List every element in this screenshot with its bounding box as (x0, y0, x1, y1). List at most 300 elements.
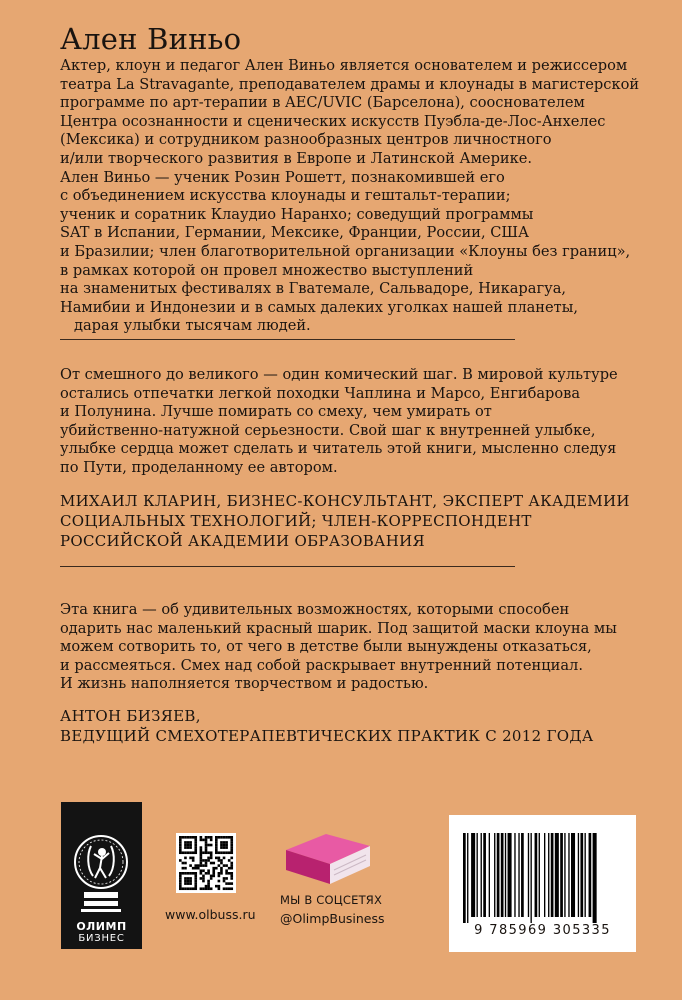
barcode-bar (505, 833, 506, 917)
isbn-barcode (449, 815, 636, 952)
author-name: Ален Виньо (60, 22, 242, 56)
qr-module (192, 867, 195, 870)
qr-module (194, 880, 197, 883)
qr-module (205, 839, 208, 842)
qr-module (184, 880, 187, 883)
qr-module (210, 875, 213, 878)
qr-module (220, 859, 223, 862)
qr-module (187, 841, 190, 844)
qr-module (223, 841, 226, 844)
qr-module (202, 875, 205, 878)
barcode-bar (477, 833, 478, 917)
review-klarin (60, 366, 618, 478)
bio-line: программе по арт-терапии в AEC/UVIC (Барселона), сооснователем (60, 94, 585, 112)
qr-module (189, 880, 192, 883)
qr-module (207, 885, 210, 888)
review-line: можем сотворить то, от чего в детстве были вынуждены отказаться, (60, 638, 592, 656)
qr-module (202, 869, 205, 872)
qr-module (220, 844, 223, 847)
bio-line: Намибии и Индонезии и в самых далеких уголках нашей планеты, (60, 298, 578, 316)
qr-module (220, 867, 223, 870)
qr-module (184, 877, 187, 880)
barcode-bar (544, 833, 545, 917)
qr-module (225, 882, 228, 885)
logo-text-biznes: БИЗНЕС (78, 933, 125, 944)
qr-module (200, 864, 203, 867)
divider (60, 566, 515, 567)
qr-module (223, 857, 226, 860)
olimp-logo-icon (61, 802, 142, 920)
barcode-bar (489, 833, 490, 917)
qr-module (202, 851, 205, 854)
qr-module (207, 872, 210, 875)
qr-module (225, 872, 228, 875)
qr-module (220, 869, 223, 872)
qr-module (225, 846, 228, 849)
barcode-bar (463, 833, 466, 923)
barcode-bar (593, 833, 597, 923)
qr-module (197, 864, 200, 867)
bio-line: и/или творческого развития в Европе и Латинской Америке. (60, 149, 533, 167)
bio-line: SAT в Испании, Германии, Мексике, Франции, России, США (60, 224, 530, 242)
qr-module (187, 877, 190, 880)
qr-module (230, 836, 233, 839)
qr-module (230, 844, 233, 847)
qr-module (182, 887, 185, 890)
barcode-bar (471, 833, 475, 917)
qr-module (184, 867, 187, 870)
qr-module (230, 851, 233, 854)
bio-line: Ален Виньо — ученик Розин Рошетт, познакомившей его (60, 168, 505, 186)
qr-module (218, 887, 221, 890)
qr-module (189, 857, 192, 860)
qr-module (187, 836, 190, 839)
qr-module (200, 859, 203, 862)
qr-module (194, 844, 197, 847)
qr-module (184, 872, 187, 875)
qr-module (179, 887, 182, 890)
qr-module (215, 885, 218, 888)
review-line: Эта книга — об удивительных возможностях, которыми способен (60, 601, 570, 618)
qr-module (228, 867, 231, 870)
qr-module (218, 885, 221, 888)
qr-module (194, 885, 197, 888)
qr-module (202, 859, 205, 862)
qr-module (223, 880, 226, 883)
barcode-bar (555, 833, 559, 917)
signature-line: АНТОН БИЗЯЕВ, (60, 707, 201, 725)
barcode-bar (589, 833, 592, 917)
divider (60, 339, 515, 340)
qr-module (205, 846, 208, 849)
qr-module (225, 836, 228, 839)
qr-module (207, 844, 210, 847)
bio-line: в рамках которой он провел множество выступлений (60, 261, 474, 279)
qr-module (230, 877, 233, 880)
qr-code[interactable] (176, 833, 236, 893)
qr-module (182, 867, 185, 870)
qr-module (218, 857, 221, 860)
qr-module (215, 839, 218, 842)
publisher-logo[interactable] (61, 802, 142, 949)
qr-module (230, 887, 233, 890)
qr-module (212, 875, 215, 878)
review-line: и Полунина. Лучше помирать со смеху, чем умирать от (60, 403, 492, 421)
logo-text-olimp: ОЛИМП (76, 920, 127, 933)
qr-module (220, 841, 223, 844)
qr-module (205, 885, 208, 888)
qr-module (230, 862, 233, 865)
qr-module (194, 877, 197, 880)
qr-module (200, 869, 203, 872)
qr-module (192, 859, 195, 862)
qr-module (200, 877, 203, 880)
qr-module (205, 849, 208, 852)
qr-module (182, 862, 185, 865)
qr-module (200, 862, 203, 865)
review-line: убийственно-натужной серьезности. Свой шаг к внутренней улыбке, (60, 421, 596, 439)
qr-module (230, 882, 233, 885)
qr-module (205, 872, 208, 875)
qr-module (200, 872, 203, 875)
qr-module (218, 864, 221, 867)
qr-module (210, 887, 213, 890)
barcode-bar (564, 833, 565, 917)
qr-module (205, 887, 208, 890)
qr-module (223, 844, 226, 847)
qr-module (179, 880, 182, 883)
qr-module (218, 880, 221, 883)
qr-module (215, 846, 218, 849)
qr-module (210, 839, 213, 842)
qr-module (225, 877, 228, 880)
barcode-bar (518, 833, 519, 917)
qr-module (207, 851, 210, 854)
qr-module (187, 872, 190, 875)
signature-line: РОССИЙСКОЙ АКАДЕМИИ ОБРАЗОВАНИЯ (60, 532, 425, 550)
review-line: И жизнь наполняется творчеством и радостью. (60, 675, 429, 693)
qr-module (215, 857, 218, 860)
qr-module (179, 841, 182, 844)
barcode-bar (578, 833, 579, 917)
qr-module (200, 836, 203, 839)
qr-module (202, 864, 205, 867)
qr-module (207, 882, 210, 885)
barcode-bar (539, 833, 540, 917)
qr-module (194, 882, 197, 885)
qr-module (189, 864, 192, 867)
qr-module (212, 872, 215, 875)
barcode-bar (560, 833, 563, 917)
qr-module (230, 872, 233, 875)
qr-module (215, 844, 218, 847)
qr-module (220, 862, 223, 865)
qr-module (225, 869, 228, 872)
qr-module (205, 859, 208, 862)
signature-line: МИХАИЛ КЛАРИН, БИЗНЕС-КОНСУЛЬТАНТ, ЭКСПЕРТ АКАДЕМИИ (60, 492, 630, 510)
qr-module (207, 880, 210, 883)
barcode-bar (571, 833, 575, 917)
qr-module (218, 872, 221, 875)
social-handle[interactable]: @OlimpBusiness (280, 911, 385, 926)
qr-module (228, 836, 231, 839)
qr-module (230, 875, 233, 878)
qr-module (207, 857, 210, 860)
qr-module (194, 864, 197, 867)
qr-module (215, 851, 218, 854)
qr-module (223, 851, 226, 854)
isbn-number: 9 785969 305335 (474, 923, 611, 938)
qr-module (207, 887, 210, 890)
qr-module (202, 887, 205, 890)
social-heading: МЫ В СОЦСЕТЯХ (280, 893, 383, 907)
qr-module (179, 859, 182, 862)
qr-module (205, 836, 208, 839)
barcode-bar (531, 833, 532, 923)
qr-module (184, 836, 187, 839)
qr-module (184, 862, 187, 865)
qr-module (194, 851, 197, 854)
barcode-bar (548, 833, 549, 917)
qr-module (179, 885, 182, 888)
qr-module (179, 877, 182, 880)
qr-module (220, 836, 223, 839)
barcode-icon (449, 815, 636, 925)
bio-line: ученик и соратник Клаудио Наранхо; соведущий программы (60, 205, 534, 223)
qr-module (189, 872, 192, 875)
qr-module (202, 839, 205, 842)
qr-module (194, 867, 197, 870)
barcode-bar (528, 833, 529, 917)
qr-module (182, 851, 185, 854)
qr-module (223, 846, 226, 849)
qr-module (225, 844, 228, 847)
qr-module (228, 859, 231, 862)
qr-module (228, 882, 231, 885)
qr-module (189, 877, 192, 880)
qr-module (210, 877, 213, 880)
qr-module (218, 836, 221, 839)
bio-line: и Бразилии; член благотворительной организации «Клоуны без границ», (60, 242, 631, 260)
qr-module (228, 872, 231, 875)
qr-module (207, 869, 210, 872)
qr-module (194, 875, 197, 878)
qr-module (200, 887, 203, 890)
review-line: остались отпечатки легкой походки Чаплина и Марсо, Енгибарова (60, 384, 581, 402)
qr-module (202, 877, 205, 880)
qr-module (189, 882, 192, 885)
bio-line: на знаменитых фестивалях в Гватемале, Сальвадоре, Никарагуа, (60, 280, 567, 298)
qr-module (187, 846, 190, 849)
qr-module (225, 851, 228, 854)
qr-module (184, 857, 187, 860)
qr-module (207, 859, 210, 862)
qr-module (230, 849, 233, 852)
qr-module (194, 846, 197, 849)
qr-module (210, 851, 213, 854)
qr-module (212, 867, 215, 870)
barcode-bar (514, 833, 515, 917)
qr-module (187, 887, 190, 890)
barcode-bar (568, 833, 569, 917)
qr-module (223, 836, 226, 839)
barcode-bar (494, 833, 495, 917)
signature-line: ВЕДУЩИЙ СМЕХОТЕРАПЕВТИЧЕСКИХ ПРАКТИК С 2012 ГОДА (60, 727, 594, 745)
qr-module (205, 841, 208, 844)
qr-module (218, 875, 221, 878)
qr-module (184, 882, 187, 885)
bio-line: Актер, клоун и педагог Ален Виньо является основателем и режиссером (60, 57, 628, 74)
qr-module (200, 839, 203, 842)
qr-module (212, 869, 215, 872)
qr-module (192, 872, 195, 875)
qr-module (179, 851, 182, 854)
signature-klarin (60, 491, 630, 551)
qr-module (230, 864, 233, 867)
bio-line: театра La Stravagante, преподавателем драмы и клоунады в магистерской (60, 75, 640, 93)
qr-module (210, 854, 213, 857)
qr-module (189, 844, 192, 847)
qr-module (187, 882, 190, 885)
qr-module (179, 836, 182, 839)
qr-module (197, 867, 200, 870)
qr-module (210, 862, 213, 865)
review-line: улыбке сердца может сделать и читатель этой книги, мысленно следуя (60, 440, 617, 458)
qr-module (210, 836, 213, 839)
qr-module (220, 851, 223, 854)
qr-module (189, 851, 192, 854)
qr-module (225, 841, 228, 844)
barcode-bar (580, 833, 583, 917)
review-bizyaev (60, 601, 617, 694)
qr-module (205, 851, 208, 854)
qr-module (184, 887, 187, 890)
barcode-bar (521, 833, 524, 917)
bio-line: дарая улыбки тысячам людей. (74, 317, 311, 335)
qr-module (187, 851, 190, 854)
signature-line: СОЦИАЛЬНЫХ ТЕХНОЛОГИЙ; ЧЛЕН-КОРРЕСПОНДЕНТ (60, 512, 532, 530)
qr-module (228, 851, 231, 854)
qr-module (189, 887, 192, 890)
qr-module (184, 851, 187, 854)
qr-module (230, 846, 233, 849)
qr-module (192, 857, 195, 860)
qr-module (182, 872, 185, 875)
qr-module (220, 872, 223, 875)
qr-module (194, 836, 197, 839)
qr-module (200, 851, 203, 854)
qr-module (230, 867, 233, 870)
qr-module (192, 836, 195, 839)
qr-module (179, 882, 182, 885)
qr-module (230, 857, 233, 860)
qr-module (179, 839, 182, 842)
qr-module (179, 849, 182, 852)
qr-module (220, 846, 223, 849)
qr-module (194, 841, 197, 844)
barcode-bar (535, 833, 538, 917)
qr-module (179, 875, 182, 878)
qr-module (223, 887, 226, 890)
qr-module (194, 887, 197, 890)
signature-bizyaev (60, 706, 594, 746)
barcode-bar (481, 833, 482, 917)
qr-module (184, 841, 187, 844)
qr-module (187, 880, 190, 883)
qr-module (200, 849, 203, 852)
bio-line: (Мексика) и сотрудником разнообразных центров личностного (60, 131, 552, 149)
qr-module (215, 836, 218, 839)
qr-module (179, 846, 182, 849)
barcode-bar (497, 833, 500, 917)
qr-module (184, 844, 187, 847)
qr-module (200, 857, 203, 860)
barcode-bar (483, 833, 486, 917)
qr-module (179, 844, 182, 847)
website-link[interactable]: www.olbuss.ru (165, 907, 256, 922)
qr-module (225, 864, 228, 867)
qr-module (230, 839, 233, 842)
qr-module (218, 859, 221, 862)
qr-module (223, 864, 226, 867)
review-line: одарить нас маленький красный шарик. Под защитой маски клоуна мы (60, 619, 617, 637)
qr-module (192, 851, 195, 854)
qr-module (194, 839, 197, 842)
qr-module (182, 836, 185, 839)
bio-line: с объединением искусства клоунады и гештальт-терапии; (60, 187, 511, 205)
book-icon[interactable] (282, 828, 374, 888)
barcode-bar (467, 833, 468, 923)
qr-module (210, 844, 213, 847)
qr-module (230, 841, 233, 844)
qr-module (200, 846, 203, 849)
qr-module (189, 841, 192, 844)
qr-module (184, 846, 187, 849)
qr-module (194, 872, 197, 875)
qr-module (215, 867, 218, 870)
qr-module (179, 872, 182, 875)
qr-module (200, 854, 203, 857)
qr-module (218, 851, 221, 854)
qr-module (225, 887, 228, 890)
author-bio (60, 57, 660, 336)
qr-module (189, 836, 192, 839)
review-line: От смешного до великого — один комический шаг. В мировой культуре (60, 366, 618, 383)
barcode-bar (508, 833, 512, 917)
qr-module (205, 844, 208, 847)
qr-module (192, 887, 195, 890)
qr-module (207, 836, 210, 839)
qr-module (189, 846, 192, 849)
qr-module (205, 862, 208, 865)
qr-module (212, 862, 215, 865)
bio-line: Центра осознанности и сценических искусств Пуэбла-де-Лос-Анхелес (60, 112, 606, 130)
qr-module (215, 849, 218, 852)
qr-code-icon (176, 833, 236, 893)
qr-module (205, 864, 208, 867)
barcode-bar (585, 833, 586, 917)
qr-module (228, 887, 231, 890)
qr-module (210, 857, 213, 860)
barcode-bar (551, 833, 554, 917)
qr-module (215, 841, 218, 844)
barcode-bar (501, 833, 504, 917)
qr-module (187, 844, 190, 847)
qr-module (223, 877, 226, 880)
qr-module (202, 880, 205, 883)
qr-module (194, 849, 197, 852)
review-line: и рассмеяться. Смех над собой раскрывает внутренний потенциал. (60, 656, 583, 674)
